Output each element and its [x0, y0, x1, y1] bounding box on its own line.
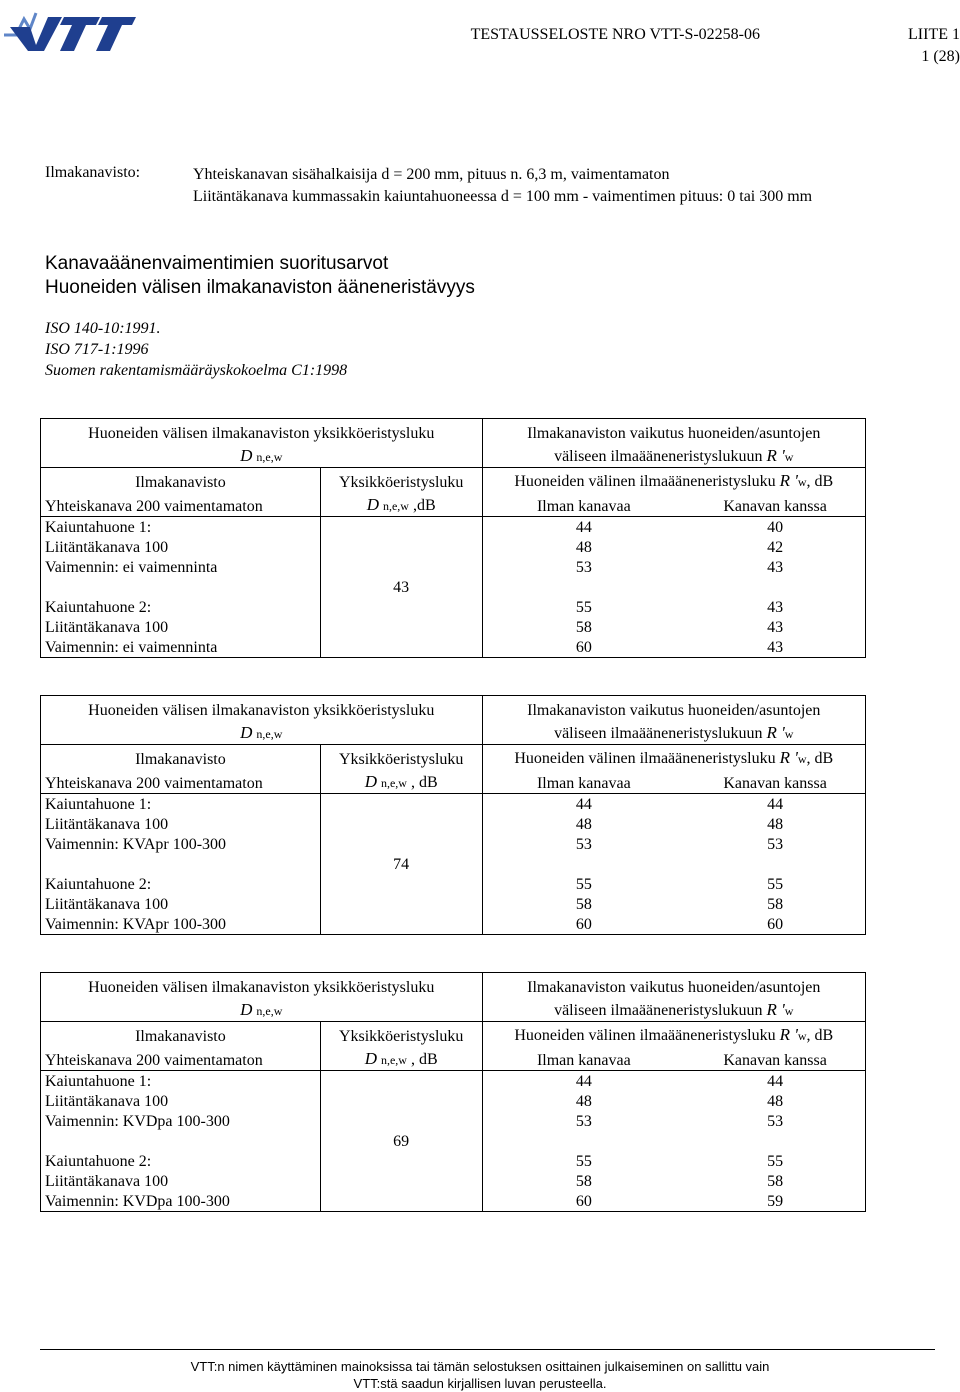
- row-label: Vaimennin: KVApr 100-300: [41, 834, 321, 854]
- unit-db: , dB: [406, 1051, 438, 1068]
- symbol-d: D: [364, 772, 377, 791]
- symbol-d-sub: n,e,w: [380, 1053, 407, 1067]
- header-right-title-2-text: väliseen ilmaääneneristyslukuun: [554, 725, 763, 742]
- info-text: [193, 164, 812, 208]
- header-right-title-2: [482, 720, 865, 745]
- value-with-duct: 55: [685, 1151, 865, 1171]
- col-ilman-kanavaa: Ilman kanavaa: [482, 492, 685, 517]
- value-without-duct: 55: [482, 1151, 685, 1171]
- value-without-duct: 58: [482, 894, 685, 914]
- yhteiskanava-label: Yhteiskanava 200 vaimentamaton: [41, 492, 321, 517]
- col-ilman-kanavaa: Ilman kanavaa: [482, 1046, 685, 1071]
- report-header: [260, 24, 960, 68]
- col-ilmakanavisto: Ilmakanavisto: [41, 468, 321, 493]
- row-label: Kaiuntahuone 2:: [41, 874, 321, 894]
- symbol-r: R ': [779, 1025, 798, 1044]
- standard-item: ISO 717-1:1996: [45, 341, 149, 358]
- value-with-duct: 48: [685, 814, 865, 834]
- value-without-duct: 60: [482, 1191, 685, 1212]
- symbol-d-sub: n,e,w: [256, 450, 283, 464]
- header-right-title-1: Ilmakanaviston vaikutus huoneiden/asuntojen: [482, 973, 865, 998]
- col-huoneiden-text: Huoneiden välinen ilmaääneneristysluku: [514, 1027, 776, 1044]
- value-without-duct: 44: [482, 794, 685, 815]
- vtt-logo: [4, 5, 136, 55]
- dnew-unit-header: [320, 492, 482, 517]
- standards-list: [45, 318, 347, 381]
- row-label: Vaimennin: ei vaimenninta: [41, 637, 321, 658]
- row-label: Vaimennin: KVApr 100-300: [41, 914, 321, 935]
- symbol-r: R ': [766, 446, 785, 465]
- value-with-duct: 44: [685, 1071, 865, 1092]
- col-kanavan-kanssa: Kanavan kanssa: [685, 1046, 865, 1071]
- col-huoneiden-text: Huoneiden välinen ilmaääneneristysluku: [514, 473, 776, 490]
- col-yksikkoeristysluku: Yksikköeristysluku: [320, 1022, 482, 1047]
- symbol-r-sub: w: [784, 727, 794, 741]
- value-with-duct: 60: [685, 914, 865, 935]
- unit-db: , dB: [806, 473, 834, 490]
- symbol-r-sub: w: [784, 450, 794, 464]
- col-yksikkoeristysluku: Yksikköeristysluku: [320, 468, 482, 493]
- row-label: Kaiuntahuone 1:: [41, 517, 321, 538]
- symbol-r-sub: w: [784, 1004, 794, 1018]
- symbol-r: R ': [766, 723, 785, 742]
- table-row: [41, 794, 866, 815]
- value-with-duct: 43: [685, 617, 865, 637]
- row-label: Vaimennin: KVDpa 100-300: [41, 1191, 321, 1212]
- value-without-duct: 48: [482, 1091, 685, 1111]
- header-dnew: [41, 443, 483, 468]
- title-line-2: Huoneiden välisen ilmakanaviston ääneneristävyys: [45, 277, 475, 298]
- value-with-duct: [685, 1131, 865, 1151]
- symbol-d-sub: n,e,w: [256, 727, 283, 741]
- footer-divider: [40, 1349, 935, 1350]
- title-line-1: Kanavaäänenvaimentimien suoritusarvot: [45, 253, 389, 274]
- dnew-value: 69: [320, 1071, 482, 1212]
- row-label: Kaiuntahuone 2:: [41, 1151, 321, 1171]
- value-with-duct: 42: [685, 537, 865, 557]
- report-number: TESTAUSSELOSTE NRO VTT-S-02258-06: [470, 26, 761, 43]
- row-label: Liitäntäkanava 100: [41, 894, 321, 914]
- dnew-value: 43: [320, 517, 482, 658]
- symbol-r-sub: w: [797, 752, 807, 766]
- symbol-r: R ': [766, 1000, 785, 1019]
- table-row: [41, 1071, 866, 1092]
- symbol-d-sub: n,e,w: [382, 499, 409, 513]
- value-without-duct: 48: [482, 537, 685, 557]
- info-label: Ilmakanavisto:: [45, 164, 141, 181]
- table-row: [41, 517, 866, 538]
- yhteiskanava-label: Yhteiskanava 200 vaimentamaton: [41, 1046, 321, 1071]
- value-with-duct: 53: [685, 834, 865, 854]
- footer-line-1: VTT:n nimen käyttäminen mainoksissa tai tämän selostuksen osittainen julkaiseminen on sallittu vain: [190, 1359, 770, 1374]
- unit-db: , dB: [806, 750, 834, 767]
- symbol-r-sub: w: [797, 475, 807, 489]
- value-without-duct: 55: [482, 597, 685, 617]
- row-label: [41, 577, 321, 597]
- footer-line-2: VTT:stä saadun kirjallisen luvan perusteella.: [353, 1376, 607, 1391]
- header-right-title-2: [482, 997, 865, 1022]
- info-line-1: Yhteiskanavan sisähalkaisija d = 200 mm, pituus n. 6,3 m, vaimentamaton: [193, 166, 670, 183]
- header-dnew: [41, 720, 483, 745]
- row-label: [41, 854, 321, 874]
- col-kanavan-kanssa: Kanavan kanssa: [685, 769, 865, 794]
- standard-item: Suomen rakentamismääräyskokoelma C1:1998: [45, 362, 348, 379]
- results-table-3: [40, 972, 866, 1212]
- col-ilman-kanavaa: Ilman kanavaa: [482, 769, 685, 794]
- header-left-title: Huoneiden välisen ilmakanaviston yksikköeristysluku: [41, 973, 483, 998]
- col-yksikkoeristysluku: Yksikköeristysluku: [320, 745, 482, 770]
- value-with-duct: 48: [685, 1091, 865, 1111]
- header-right-title-2: [482, 443, 865, 468]
- yhteiskanava-label: Yhteiskanava 200 vaimentamaton: [41, 769, 321, 794]
- symbol-d: D: [240, 1000, 253, 1019]
- dnew-unit-header: [320, 1046, 482, 1071]
- unit-db: , dB: [406, 774, 438, 791]
- value-without-duct: [482, 854, 685, 874]
- value-without-duct: 58: [482, 617, 685, 637]
- value-with-duct: 59: [685, 1191, 865, 1212]
- col-kanavan-kanssa: Kanavan kanssa: [685, 492, 865, 517]
- value-without-duct: 60: [482, 637, 685, 658]
- col-ilmakanavisto: Ilmakanavisto: [41, 745, 321, 770]
- value-with-duct: 58: [685, 894, 865, 914]
- symbol-r: R ': [779, 471, 798, 490]
- results-table-1: [40, 418, 866, 658]
- value-without-duct: 58: [482, 1171, 685, 1191]
- dnew-unit-header: [320, 769, 482, 794]
- dnew-value: 74: [320, 794, 482, 935]
- symbol-d-sub: n,e,w: [380, 776, 407, 790]
- footer: [0, 1358, 960, 1392]
- header-left-title: Huoneiden välisen ilmakanaviston yksikköeristysluku: [41, 696, 483, 721]
- value-without-duct: [482, 577, 685, 597]
- value-without-duct: 60: [482, 914, 685, 935]
- symbol-d-sub: n,e,w: [256, 1004, 283, 1018]
- symbol-d: D: [366, 495, 379, 514]
- value-with-duct: 55: [685, 874, 865, 894]
- symbol-d: D: [364, 1049, 377, 1068]
- symbol-d: D: [240, 446, 253, 465]
- row-label: Vaimennin: KVDpa 100-300: [41, 1111, 321, 1131]
- value-with-duct: 53: [685, 1111, 865, 1131]
- row-label: Liitäntäkanava 100: [41, 814, 321, 834]
- value-with-duct: [685, 854, 865, 874]
- col-huoneiden-valinen: [482, 468, 865, 493]
- header-right-title-2-text: väliseen ilmaääneneristyslukuun: [554, 448, 763, 465]
- document-title: [45, 252, 475, 300]
- symbol-d: D: [240, 723, 253, 742]
- row-label: Liitäntäkanava 100: [41, 537, 321, 557]
- value-with-duct: 43: [685, 637, 865, 658]
- standard-item: ISO 140-10:1991.: [45, 320, 161, 337]
- value-without-duct: 44: [482, 517, 685, 538]
- value-with-duct: 58: [685, 1171, 865, 1191]
- value-with-duct: [685, 577, 865, 597]
- row-label: Liitäntäkanava 100: [41, 1091, 321, 1111]
- value-with-duct: 44: [685, 794, 865, 815]
- value-with-duct: 43: [685, 597, 865, 617]
- value-without-duct: 48: [482, 814, 685, 834]
- value-without-duct: 55: [482, 874, 685, 894]
- row-label: Liitäntäkanava 100: [41, 617, 321, 637]
- header-right-title-2-text: väliseen ilmaääneneristyslukuun: [554, 1002, 763, 1019]
- row-label: Kaiuntahuone 2:: [41, 597, 321, 617]
- row-label: Kaiuntahuone 1:: [41, 1071, 321, 1092]
- symbol-r-sub: w: [797, 1029, 807, 1043]
- report-header-line1: [260, 24, 960, 46]
- col-ilmakanavisto: Ilmakanavisto: [41, 1022, 321, 1047]
- value-without-duct: 53: [482, 557, 685, 577]
- col-huoneiden-valinen: [482, 1022, 865, 1047]
- results-table-2: [40, 695, 866, 935]
- page-number: 1 (28): [921, 48, 960, 65]
- appendix-label: LIITE 1: [908, 26, 960, 43]
- header-dnew: [41, 997, 483, 1022]
- info-line-2: Liitäntäkanava kummassakin kaiuntahuoneessa d = 100 mm - vaimentimen pituus: 0 tai 300 mm: [193, 188, 813, 205]
- col-huoneiden-valinen: [482, 745, 865, 770]
- header-right-title-1: Ilmakanaviston vaikutus huoneiden/asuntojen: [482, 696, 865, 721]
- row-label: Kaiuntahuone 1:: [41, 794, 321, 815]
- header-left-title: Huoneiden välisen ilmakanaviston yksikköeristysluku: [41, 419, 483, 444]
- row-label: Vaimennin: ei vaimenninta: [41, 557, 321, 577]
- unit-db: ,dB: [408, 497, 436, 514]
- unit-db: , dB: [806, 1027, 834, 1044]
- row-label: Liitäntäkanava 100: [41, 1171, 321, 1191]
- value-without-duct: 53: [482, 834, 685, 854]
- value-with-duct: 40: [685, 517, 865, 538]
- value-without-duct: 44: [482, 1071, 685, 1092]
- value-with-duct: 43: [685, 557, 865, 577]
- row-label: [41, 1131, 321, 1151]
- header-right-title-1: Ilmakanaviston vaikutus huoneiden/asuntojen: [482, 419, 865, 444]
- symbol-r: R ': [779, 748, 798, 767]
- value-without-duct: [482, 1131, 685, 1151]
- col-huoneiden-text: Huoneiden välinen ilmaääneneristysluku: [514, 750, 776, 767]
- value-without-duct: 53: [482, 1111, 685, 1131]
